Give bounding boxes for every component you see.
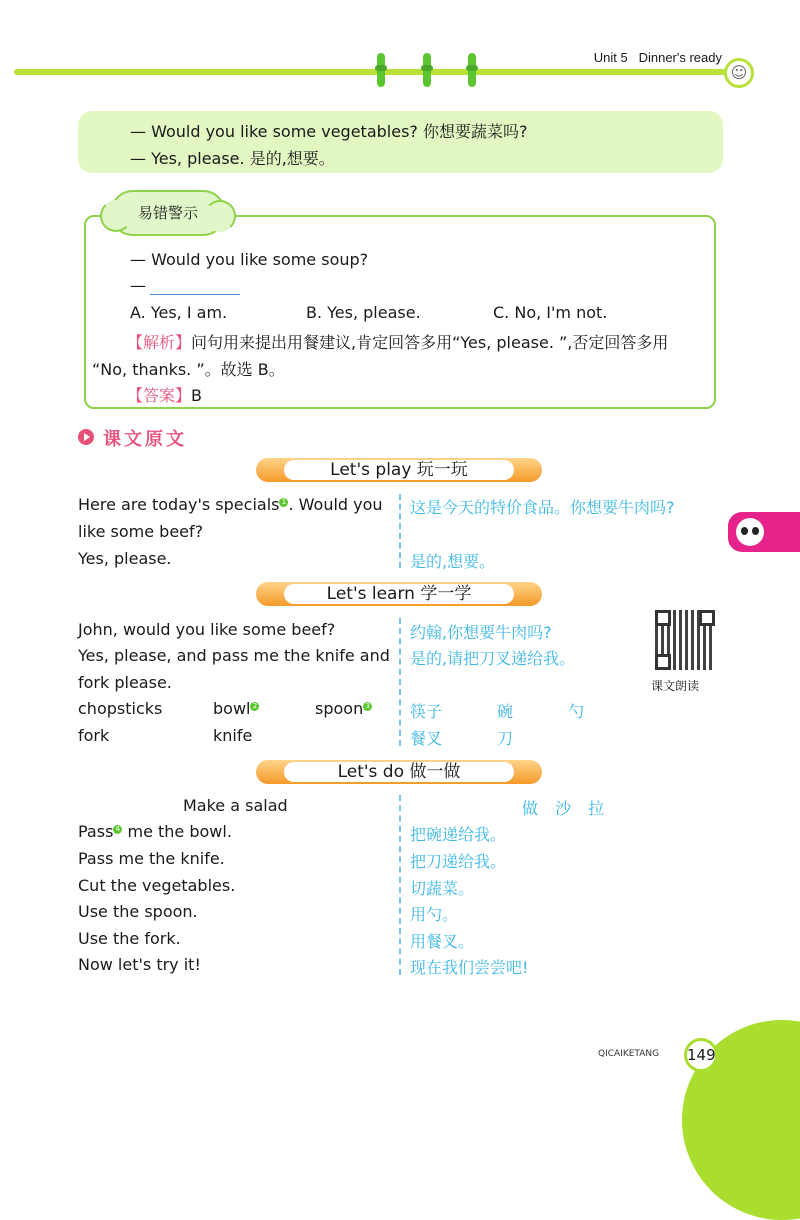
text-line: fork please. [78, 673, 172, 692]
dialogue-line: — Would you like some vegetables? 你想要蔬菜吗? [130, 122, 528, 141]
footnote-marker: 4 [113, 825, 122, 834]
banner-lets-do [256, 760, 542, 784]
banner-label: Let's learn 学一学 [284, 584, 514, 604]
warning-title: 易错警示 [110, 190, 226, 236]
divider [399, 618, 401, 746]
banner-lets-learn [256, 582, 542, 606]
text-line: like some beef? [78, 522, 204, 541]
translation-line: 把刀递给我。 [410, 852, 507, 871]
text-line: Now let's try it! [78, 955, 201, 974]
translation-line: 约翰,你想要牛肉吗? [410, 623, 552, 642]
translation-line: 把碗递给我。 [410, 825, 507, 844]
translation-line: 现在我们尝尝吧! [410, 958, 529, 977]
option-b: B. Yes, please. [306, 303, 421, 322]
footnote-marker: 3 [363, 702, 372, 711]
option-c: C. No, I'm not. [493, 303, 608, 322]
option-a: A. Yes, I am. [130, 303, 228, 322]
section-title: 课文原文 [103, 429, 187, 450]
vocab-translation: 筷子 [410, 702, 443, 721]
analysis-line: 【解析】问句用来提出用餐建议,肯定回答多用“Yes, please. ”,否定回答多用 [127, 333, 669, 352]
vocab-word: fork [78, 726, 110, 745]
footnote-marker: 1 [279, 498, 288, 507]
subsection-title: Make a salad [183, 796, 288, 815]
quiz-answer-dash: — [130, 276, 146, 295]
cartoon-face-icon: ☺ [724, 58, 754, 88]
unit-title: Unit 5 Dinner's ready [593, 50, 722, 65]
translation-line: 用勺。 [410, 905, 459, 924]
text-line: John, would you like some beef? [78, 620, 336, 639]
translation-line: 是的,请把刀叉递给我。 [410, 649, 576, 668]
vocab-translation: 餐叉 [410, 729, 443, 748]
text-line: Cut the vegetables. [78, 876, 236, 895]
side-tab[interactable] [728, 512, 800, 552]
answer-blank [150, 294, 240, 295]
page-number: 149 [684, 1038, 718, 1072]
text-line: Pass me the knife. [78, 849, 225, 868]
qr-label: 课文朗读 [651, 679, 700, 693]
qr-code-icon[interactable] [655, 610, 715, 670]
divider [399, 795, 401, 975]
vocab-translation: 碗 [497, 702, 514, 721]
text-line: Here are today's specials 1 . Would you [78, 495, 383, 514]
vocab-word: bowl 2 [213, 699, 259, 718]
banner-label: Let's do 做一做 [284, 762, 514, 782]
divider [399, 494, 401, 568]
binder-pin-icon [423, 53, 431, 87]
translation-line: 是的,想要。 [410, 552, 496, 571]
binder-pin-icon [377, 53, 385, 87]
vocab-translation: 刀 [497, 729, 514, 748]
text-line: Use the fork. [78, 929, 181, 948]
vocab-word: spoon 3 [315, 699, 372, 718]
analysis-line: “No, thanks. ”。故选 B。 [92, 360, 285, 379]
answer-tag: 【答案】 [127, 386, 192, 405]
translation-line: 这是今天的特价食品。你想要牛肉吗? [410, 498, 675, 517]
banner-lets-play [256, 458, 542, 482]
answer-line: 【答案】B [127, 386, 202, 405]
text-line: Use the spoon. [78, 902, 198, 921]
vocab-word: chopsticks [78, 699, 163, 718]
translation-line: 用餐叉。 [410, 932, 475, 951]
text-line: Yes, please, and pass me the knife and [78, 646, 390, 665]
vocab-word: knife [213, 726, 253, 745]
translation-line: 切蔬菜。 [410, 879, 475, 898]
text-line: Yes, please. [78, 549, 172, 568]
footer-brand: QICAIKETANG [598, 1049, 660, 1059]
vocab-translation: 勺 [568, 702, 585, 721]
play-arrow-icon [78, 429, 94, 445]
binder-pin-icon [468, 53, 476, 87]
dialogue-line: — Yes, please. 是的,想要。 [130, 149, 335, 168]
text-line: Pass 4 me the bowl. [78, 822, 232, 841]
footnote-marker: 2 [250, 702, 259, 711]
quiz-question: — Would you like some soup? [130, 250, 369, 269]
analysis-tag: 【解析】 [127, 333, 192, 352]
subsection-title-cn: 做 沙 拉 [522, 799, 611, 818]
banner-label: Let's play 玩一玩 [284, 460, 514, 480]
panda-icon [736, 518, 764, 546]
